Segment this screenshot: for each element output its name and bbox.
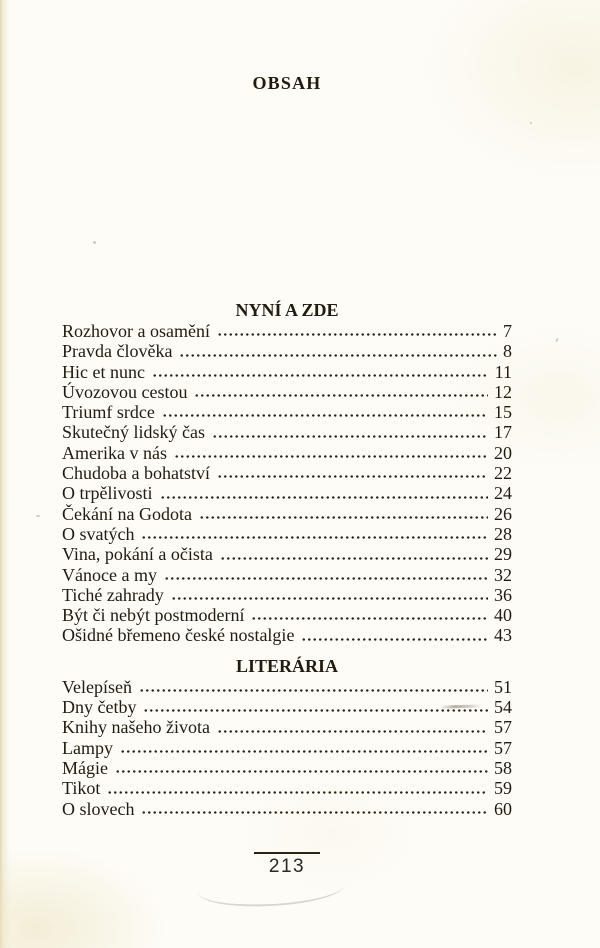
entry-title: Triumf srdce (62, 402, 155, 423)
toc-entry (62, 625, 512, 645)
leader-dots (217, 729, 488, 734)
leader-dots (212, 434, 488, 439)
toc-entry (62, 605, 512, 625)
entry-title: Knihy našeho života (62, 717, 210, 738)
leader-dots (301, 637, 488, 642)
toc-entry (62, 697, 512, 717)
leader-dots (217, 474, 488, 479)
toc-entry (62, 483, 512, 503)
entry-title: Lampy (62, 737, 113, 758)
entry-title: Amerika v nás (62, 442, 167, 463)
entry-page: 22 (494, 463, 512, 484)
leader-dots (143, 708, 488, 713)
leader-dots (217, 332, 497, 337)
toc-entry (62, 524, 512, 544)
entry-title: Tiché zahrady (62, 584, 164, 605)
entry-title: Mágie (62, 757, 108, 778)
entry-page: 26 (494, 503, 512, 524)
toc-entry (62, 382, 512, 402)
entry-page: 57 (494, 737, 512, 758)
leader-dots (120, 749, 488, 754)
paper-speck (555, 338, 559, 342)
toc-entry (62, 758, 512, 778)
entry-title: Úvozovou cestou (62, 381, 188, 402)
toc-entry (62, 677, 512, 697)
toc-entry (62, 738, 512, 758)
footer-page-number: 213 (268, 855, 306, 877)
toc-section (62, 656, 512, 819)
entry-title: Tikot (62, 778, 101, 799)
leader-dots (251, 616, 488, 621)
leader-dots (164, 576, 488, 581)
entry-page: 60 (494, 798, 512, 819)
entry-page: 59 (494, 778, 512, 799)
entry-page: 7 (503, 321, 512, 341)
leader-dots (115, 769, 488, 774)
page-content (62, 0, 512, 878)
toc-entry (62, 565, 512, 585)
leader-dots (171, 596, 488, 601)
footer-rule (254, 852, 320, 854)
toc-entry (62, 585, 512, 605)
leader-dots (162, 413, 488, 418)
entry-title: Dny četby (62, 697, 137, 718)
leader-dots (194, 393, 488, 398)
entry-page: 58 (494, 757, 512, 778)
toc-entry (62, 778, 512, 798)
entry-title: Pravda člověka (62, 341, 173, 362)
toc-entry (62, 341, 512, 361)
entry-page: 57 (494, 717, 512, 738)
entry-title: O slovech (62, 798, 135, 819)
paper-speck (530, 122, 532, 124)
entry-page: 43 (494, 625, 512, 646)
toc-entry (62, 504, 512, 524)
entry-title: O trpělivosti (62, 483, 153, 504)
toc-entry (62, 717, 512, 737)
entry-title: Vina, pokání a očista (62, 544, 213, 565)
entry-page: 11 (494, 361, 512, 382)
leader-dots (220, 556, 488, 561)
entry-title: Velepíseň (62, 676, 132, 697)
section-heading: LITERÁRIA (235, 655, 339, 676)
entry-title: Chudoba a bohatství (62, 463, 210, 484)
entry-title: Ošidné břemeno české nostalgie (62, 625, 295, 646)
toc-entry (62, 321, 512, 341)
toc-entry (62, 402, 512, 422)
entry-title: Rozhovor a osamění (62, 321, 210, 341)
entry-title: O svatých (62, 523, 135, 544)
entry-page: 8 (503, 341, 512, 362)
entry-title: Čekání na Godota (62, 503, 192, 524)
entry-title: Vánoce a my (62, 564, 157, 585)
section-heading: NYNÍ A ZDE (235, 300, 339, 320)
leader-dots (174, 454, 488, 459)
leader-dots (107, 790, 488, 795)
entry-title: Hic et nunc (62, 361, 145, 382)
toc-entry (62, 544, 512, 564)
entry-page: 12 (494, 381, 512, 402)
toc-entry (62, 799, 512, 819)
leader-dots (152, 373, 489, 378)
leader-dots (139, 688, 488, 693)
entry-page: 15 (494, 402, 512, 423)
entry-page: 24 (494, 483, 512, 504)
leader-dots (141, 810, 488, 815)
leader-dots (179, 353, 497, 358)
toc-entry (62, 362, 512, 382)
entry-page: 36 (494, 584, 512, 605)
leader-dots (160, 495, 489, 500)
entry-title: Skutečný lidský čas (62, 422, 205, 443)
entry-page: 40 (494, 605, 512, 626)
leader-dots (141, 535, 488, 540)
entry-page: 54 (494, 697, 512, 718)
toc-entry (62, 443, 512, 463)
entry-page: 32 (494, 564, 512, 585)
page-footer (62, 852, 512, 878)
toc-entry (62, 422, 512, 442)
paper-speck (36, 515, 40, 517)
entry-page: 20 (494, 442, 512, 463)
entry-title: Být či nebýt postmoderní (62, 605, 245, 626)
toc-entry (62, 463, 512, 483)
entry-page: 51 (494, 676, 512, 697)
entry-page: 29 (494, 544, 512, 565)
toc (62, 300, 512, 819)
toc-section (62, 300, 512, 646)
page-title: OBSAH (252, 73, 322, 93)
leader-dots (199, 515, 488, 520)
entry-page: 17 (494, 422, 512, 443)
entry-page: 28 (494, 523, 512, 544)
